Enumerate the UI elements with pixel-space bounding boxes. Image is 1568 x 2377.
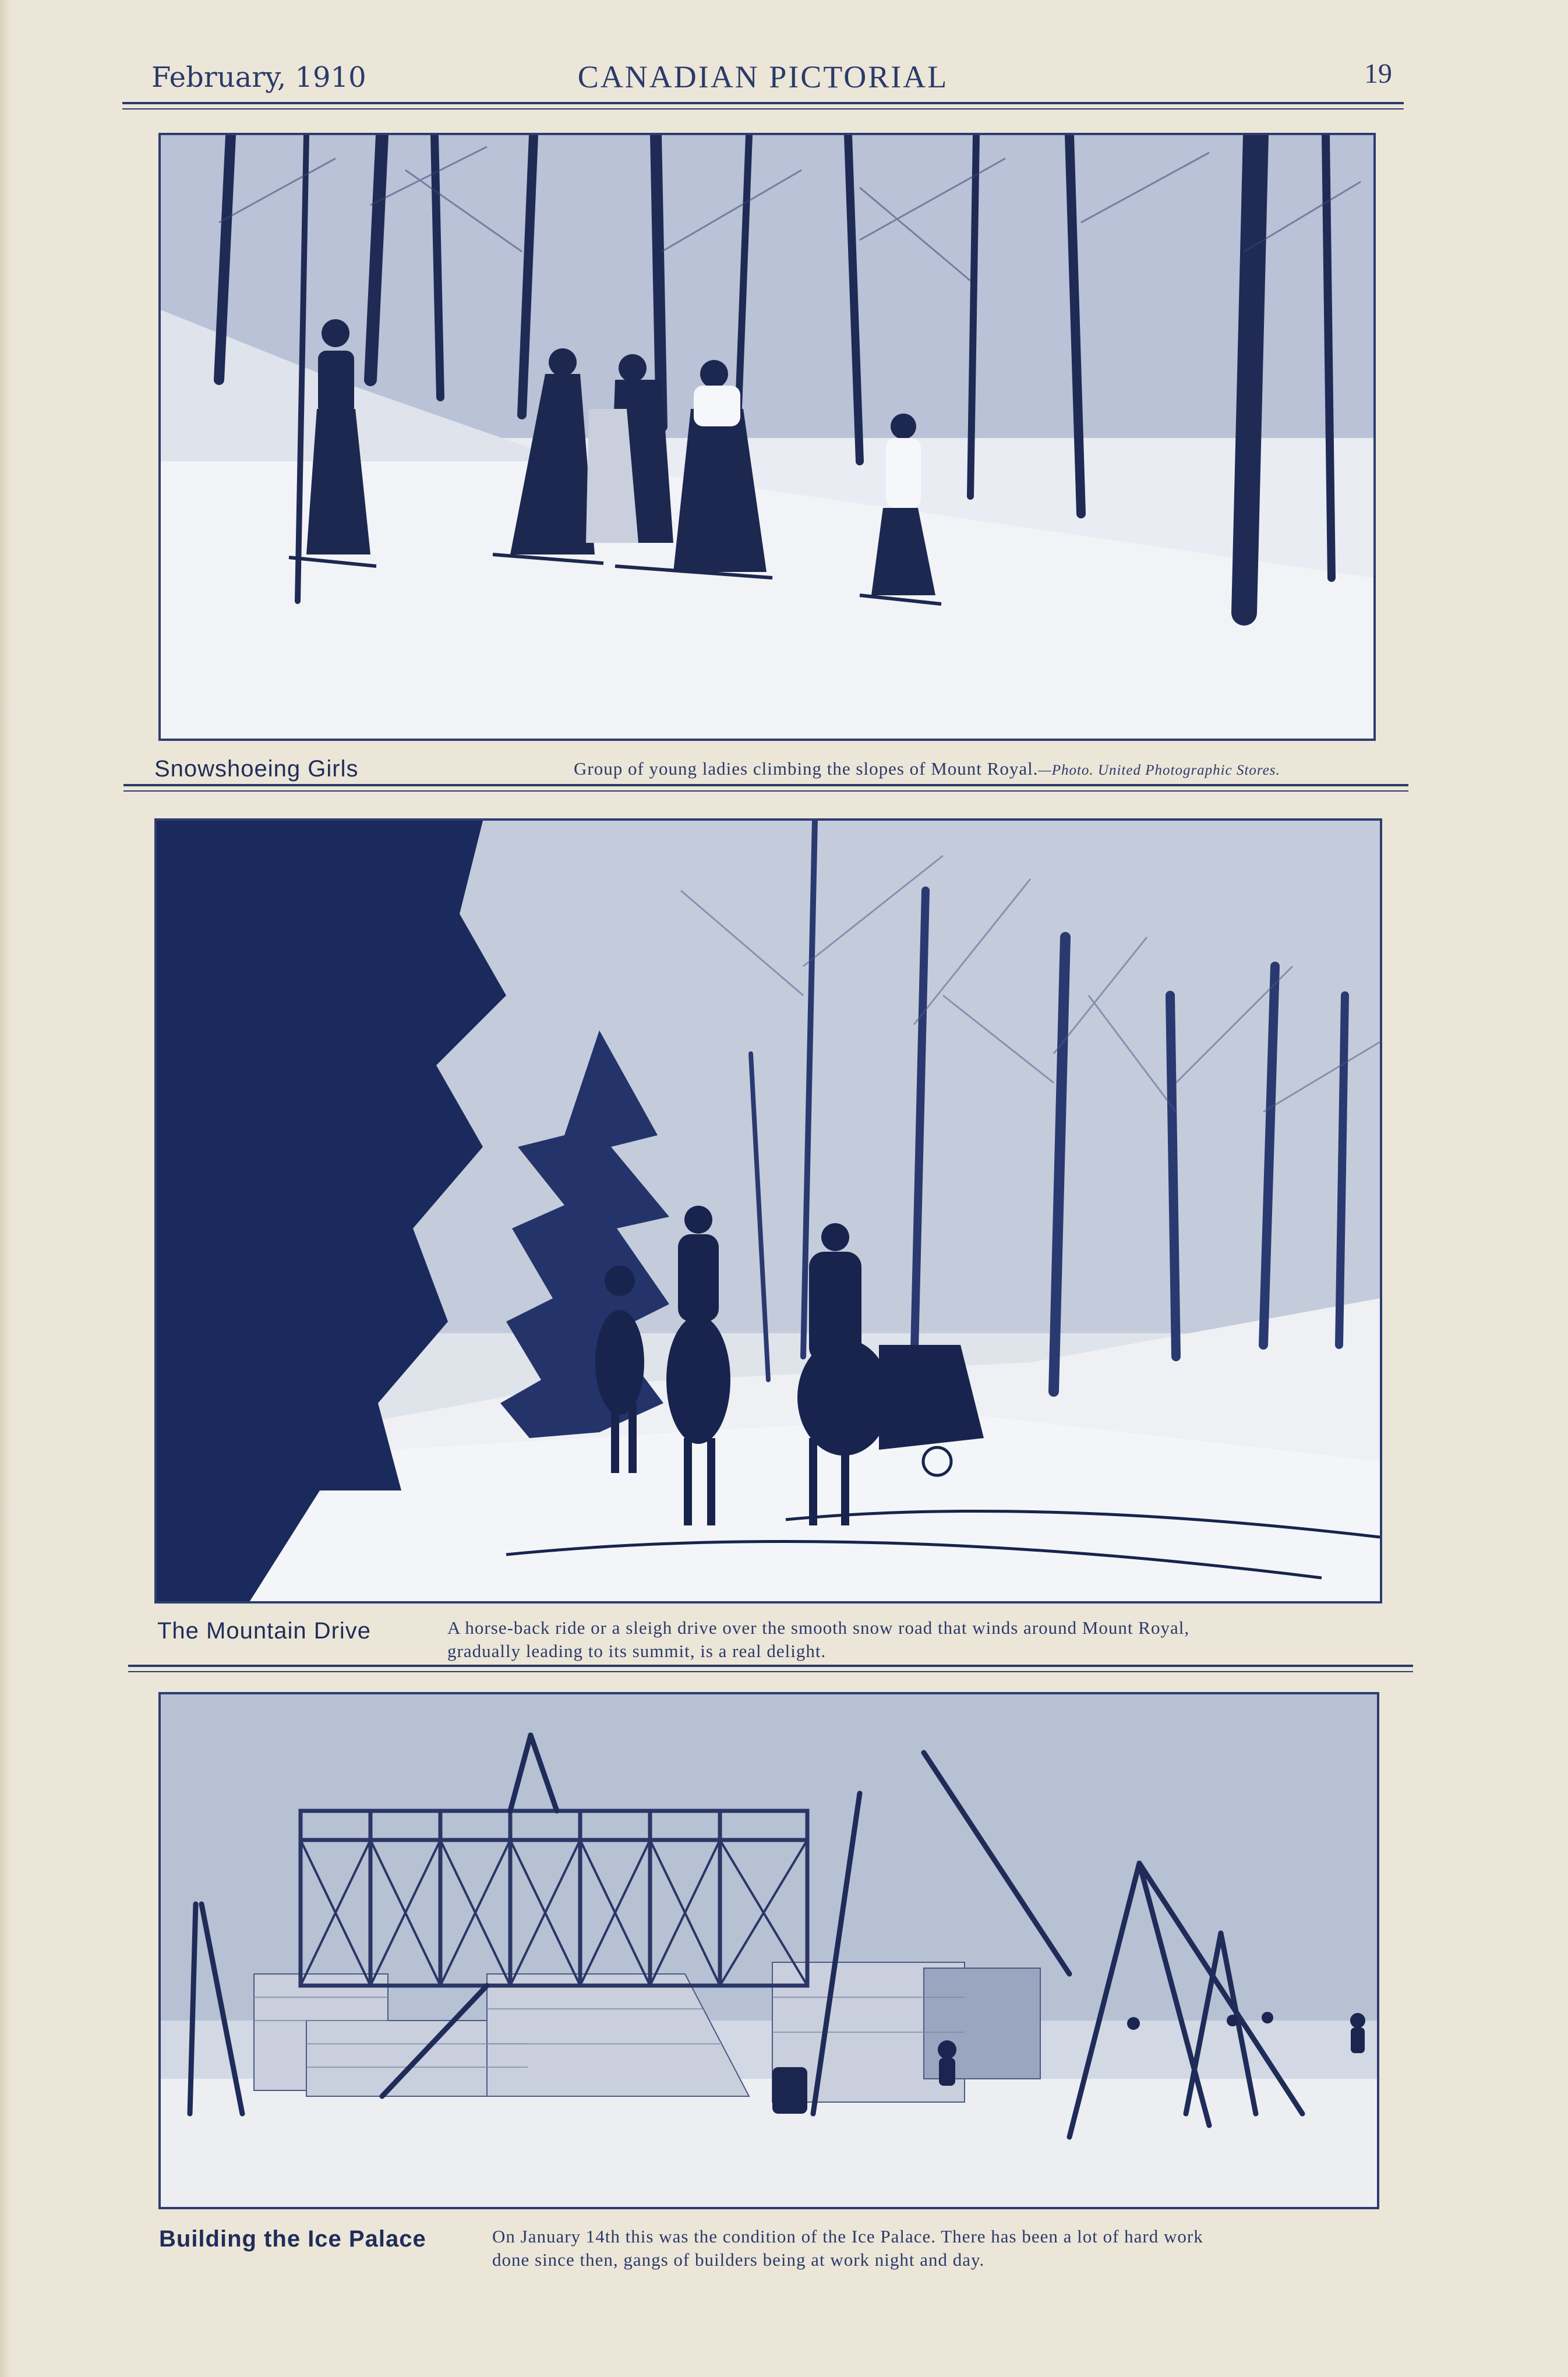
page-spine-shadow bbox=[0, 0, 10, 2377]
header-rule-thin bbox=[122, 108, 1404, 110]
photo3-title: Building the Ice Palace bbox=[159, 2226, 426, 2252]
photo2-caption-line2: gradually leading to its summit, is a real delight. bbox=[447, 1641, 827, 1661]
mountain-drive-illustration bbox=[157, 821, 1380, 1601]
photo-mountain-drive bbox=[154, 818, 1382, 1603]
photo2-caption-line1: A horse-back ride or a sleigh drive over the smooth snow road that winds around Mount Royal, bbox=[447, 1617, 1190, 1638]
snowshoeing-illustration bbox=[161, 135, 1373, 739]
section-rule-1-thin bbox=[123, 790, 1408, 792]
photo-snowshoeing-girls bbox=[158, 133, 1376, 741]
section-rule-2-thin bbox=[128, 1671, 1413, 1672]
photo1-credit: —Photo. United Photographic Stores. bbox=[1038, 762, 1280, 778]
section-rule-2 bbox=[128, 1665, 1413, 1667]
photo3-caption bbox=[492, 2225, 1203, 2272]
ice-palace-illustration bbox=[161, 1694, 1377, 2207]
page-header bbox=[122, 55, 1404, 102]
photo2-caption bbox=[447, 1616, 1189, 1663]
photo3-caption-line1: On January 14th this was the condition of the Ice Palace. There has been a lot of hard work bbox=[492, 2226, 1203, 2247]
page-number: 19 bbox=[1364, 58, 1392, 89]
photo1-caption-text: Group of young ladies climbing the slopes of Mount Royal. bbox=[574, 758, 1039, 779]
photo-ice-palace bbox=[158, 1692, 1379, 2209]
issue-date: February, 1910 bbox=[151, 61, 366, 94]
photo1-caption bbox=[574, 757, 1280, 782]
header-rule bbox=[122, 102, 1404, 104]
magazine-title: CANADIAN PICTORIAL bbox=[577, 59, 949, 94]
photo3-caption-line2: done since then, gangs of builders being at work night and day. bbox=[492, 2249, 985, 2270]
section-rule-1 bbox=[123, 784, 1408, 786]
photo1-title: Snowshoeing Girls bbox=[154, 756, 359, 782]
photo2-title: The Mountain Drive bbox=[157, 1618, 372, 1644]
